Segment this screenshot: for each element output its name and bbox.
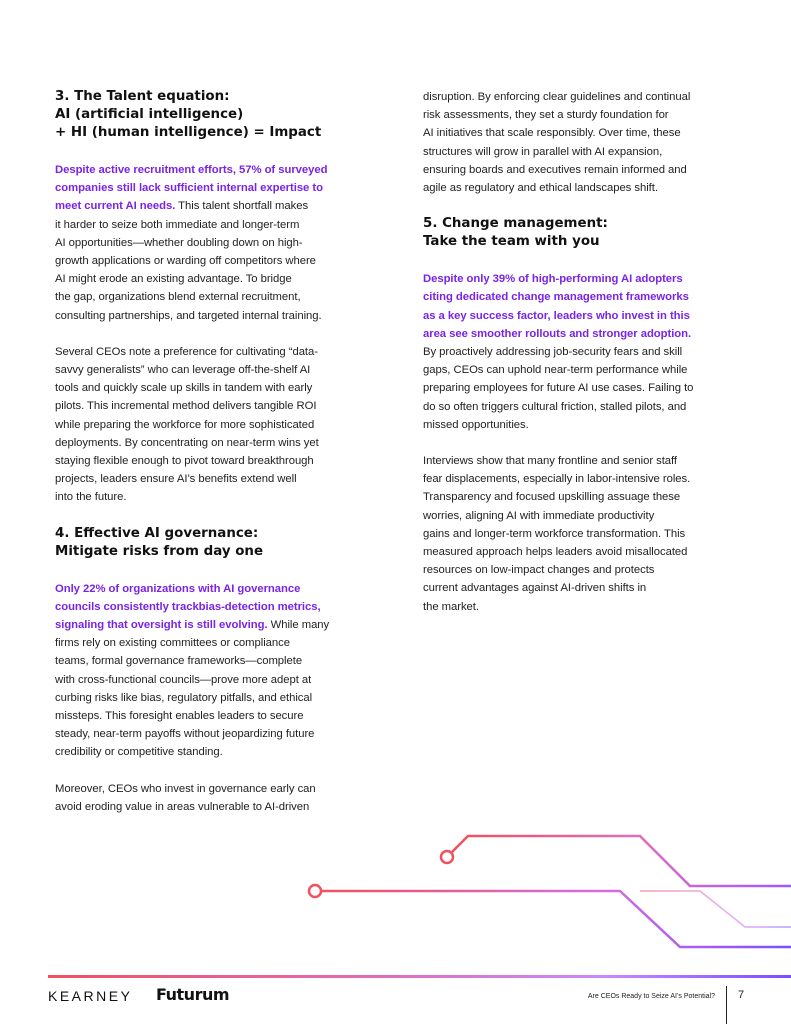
footer-divider (48, 975, 791, 978)
section-4-paragraph-2: Moreover, CEOs who invest in governance early can avoid eroding value in areas vulnerable to AI-driven (55, 782, 316, 813)
page-number: 7 (738, 989, 745, 1001)
kearney-logo: KEARNEY (48, 988, 133, 1004)
circuit-line-upper (441, 836, 791, 886)
section-4-heading: 4. Effective AI governance: Mitigate risks from day one (55, 525, 264, 559)
footer-separator (726, 986, 727, 1024)
futurum-logo: Futurum (156, 985, 230, 1004)
section-5-heading: 5. Change management: Take the team with you (423, 216, 608, 250)
section-4-intro: Only 22% of organizations with AI governance councils consistently trackbias-detection metrics, signaling that oversight is still evolving. While many firms rely on existing committees or compliance teams, formal governance frameworks—complete with cross-functional councils—prove more adept at curbing risks like bias, regulatory pitfalls, and ethical missteps. This foresight enables leaders to secure steady, near-term payoffs without jeopardizing future credibility or competitive standing. (55, 582, 330, 759)
circuit-line-lower (309, 885, 791, 947)
section-5-paragraph-2: Interviews show that many frontline and senior staff fear displacements, especially in labor-intensive roles. Transparency and focused upskilling assuage these worries, aligning AI with immediate productivity gains and longer-term workforce transformation. This measured approach helps leaders avoid misallocated resources on low-impact changes and protects current advantages against AI-driven shifts in the market. (423, 455, 691, 613)
section-3-intro: Despite active recruitment efforts, 57% of surveyed companies still lack sufficient internal expertise to meet current AI needs. This talent shortfall makes it harder to seize both immediate and longer-term AI opportunities—whether doubling down on high- growth applications or warding off competitors where AI might erode an existing advantage. To bridge the gap, organizations blend external recruitment, consulting partnerships, and targeted internal training. (55, 164, 328, 322)
section-3-paragraph-2: Several CEOs note a preference for cultivating “data- savvy generalists” who can leverage off-the-shelf AI tools and quickly scale up skills in tandem with early pilots. This incremental method delivers tangible ROI while preparing the workforce for more sophisticated deployments. By concentrating on near-term wins yet staying flexible enough to pivot toward breakthrough projects, leaders ensure AI’s benefits extend well into the future. (55, 345, 319, 504)
section-5-intro: Despite only 39% of high-performing AI adopters citing dedicated change management frameworks as a key success factor, leaders who invest in this area see smoother rollouts and stronger adoption. By proactively addressing job-security fears and skill gaps, CEOs can uphold near-term performance while preparing employees for future AI use cases. Failing to do so often triggers cultural friction, stalled pilots, and missed opportunities. (423, 273, 694, 431)
section-3-heading: 3. The Talent equation: AI (artificial intelligence) + HI (human intelligence) = Impact (55, 89, 322, 140)
section-4-continuation: disruption. By enforcing clear guidelines and continual risk assessments, they set a sturdy foundation for AI initiatives that scale responsibly. Over time, these structures will grow in parallel with AI expansion, ensuring boards and executives remain informed and agile as regulatory and ethical landscapes shift. (423, 91, 691, 195)
footer-document-title: Are CEOs Ready to Seize AI’s Potential? (587, 993, 715, 1000)
